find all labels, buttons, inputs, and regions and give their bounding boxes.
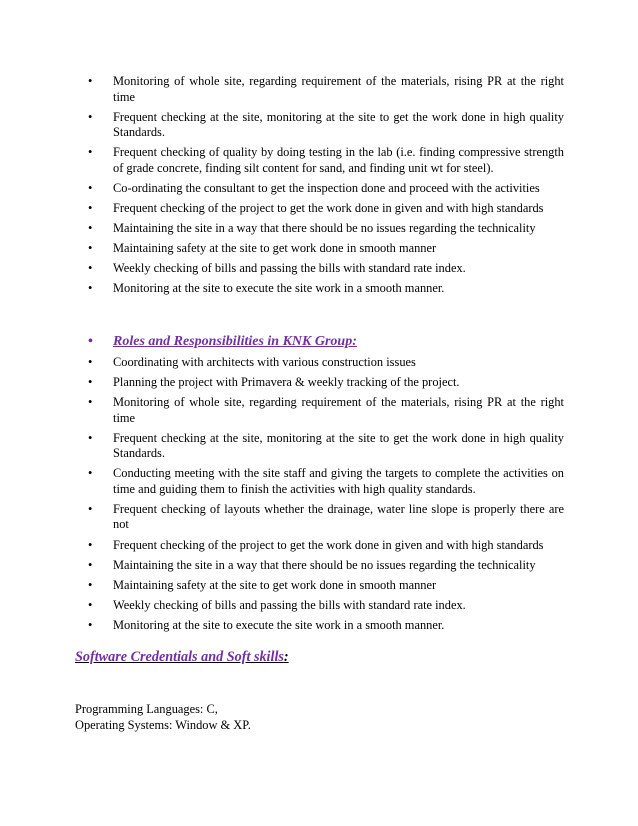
list-item — [88, 502, 564, 533]
list-item — [88, 431, 564, 462]
roles-heading-text: Roles and Responsibilities in KNK Group: — [113, 334, 357, 349]
bullet-icon: • — [88, 220, 93, 235]
list-item — [88, 395, 564, 426]
bullet-icon: • — [88, 395, 93, 410]
bullet-icon: • — [88, 180, 93, 195]
list-item — [88, 618, 564, 634]
list-item — [88, 201, 564, 217]
list-item — [88, 466, 564, 497]
list-item-text: Maintaining the site in a way that there should be no issues regarding the technicality — [113, 557, 536, 572]
roles-list — [88, 355, 564, 638]
bullet-icon: • — [88, 577, 93, 592]
bullet-icon: • — [88, 617, 93, 632]
software-skills — [75, 702, 251, 733]
duties-list — [88, 74, 564, 301]
list-item-text: Frequent checking at the site, monitoring at the site to get the work done in high quality Standards. — [113, 430, 564, 461]
bullet-icon: • — [88, 145, 93, 160]
list-item — [88, 181, 564, 197]
bullet-icon: • — [88, 355, 93, 369]
list-item — [88, 558, 564, 574]
software-heading-colon: : — [283, 649, 289, 665]
bullet-icon: • — [88, 557, 93, 572]
list-item-text: Coordinating with architects with various construction issues — [113, 355, 416, 369]
list-item — [88, 241, 564, 257]
software-heading-text: Software Credentials and Soft skills — [75, 649, 284, 665]
bullet-icon: • — [88, 200, 93, 215]
bullet-icon: • — [88, 74, 93, 88]
list-item — [88, 538, 564, 554]
bullet-icon: • — [88, 281, 93, 296]
list-item-text: Maintaining safety at the site to get work done in smooth manner — [113, 241, 437, 256]
roles-heading — [88, 334, 357, 350]
list-item-text: Frequent checking at the site, monitoring at the site to get the work done in high quality Standards. — [113, 109, 564, 140]
list-item-text: Co-ordinating the consultant to get the inspection done and proceed with the activities — [113, 180, 540, 195]
list-item — [88, 281, 564, 297]
list-item — [88, 74, 564, 105]
software-heading — [75, 649, 289, 666]
list-item-text: Planning the project with Primavera & weekly tracking of the project. — [113, 375, 460, 390]
list-item-text: Monitoring at the site to execute the site work in a smooth manner. — [113, 617, 445, 632]
bullet-icon: • — [88, 241, 93, 256]
bullet-icon: • — [88, 334, 93, 349]
list-item-text: Frequent checking of the project to get the work done in given and with high standards — [113, 200, 544, 215]
list-item-text: Frequent checking of the project to get the work done in given and with high standards — [113, 537, 544, 552]
bullet-icon: • — [88, 109, 93, 124]
list-item — [88, 221, 564, 237]
list-item-text: Weekly checking of bills and passing the bills with standard rate index. — [113, 261, 466, 276]
bullet-icon: • — [88, 597, 93, 612]
bullet-icon: • — [88, 430, 93, 445]
list-item-text: Conducting meeting with the site staff and giving the targets to complete the activities on time and guiding them to finish the activities with high quality standards. — [113, 466, 564, 496]
list-item — [88, 598, 564, 614]
list-item-text: Monitoring of whole site, regarding requirement of the materials, rising PR at the right time — [113, 74, 564, 104]
list-item-text: Monitoring at the site to execute the site work in a smooth manner. — [113, 281, 445, 296]
list-item — [88, 261, 564, 277]
list-item-text: Frequent checking of layouts whether the drainage, water line slope is properly there are not — [113, 501, 564, 532]
list-item — [88, 355, 564, 371]
list-item — [88, 110, 564, 141]
list-item-text: Maintaining safety at the site to get work done in smooth manner — [113, 577, 437, 592]
list-item-text: Weekly checking of bills and passing the bills with standard rate index. — [113, 597, 466, 612]
list-item-text: Maintaining the site in a way that there should be no issues regarding the technicality — [113, 220, 536, 235]
list-item — [88, 578, 564, 594]
programming-languages: Programming Languages: C, — [75, 702, 218, 716]
bullet-icon: • — [88, 537, 93, 552]
bullet-icon: • — [88, 261, 93, 276]
bullet-icon: • — [88, 501, 93, 516]
bullet-icon: • — [88, 375, 93, 390]
list-item-text: Monitoring of whole site, regarding requirement of the materials, rising PR at the right time — [113, 395, 564, 425]
list-item — [88, 145, 564, 176]
operating-systems: Operating Systems: Window & XP. — [75, 717, 251, 732]
bullet-icon: • — [88, 466, 93, 481]
list-item-text: Frequent checking of quality by doing testing in the lab (i.e. finding compressive strength of grade concrete, finding silt content for sand, and finding unit wt for steel). — [113, 145, 564, 175]
list-item — [88, 375, 564, 391]
